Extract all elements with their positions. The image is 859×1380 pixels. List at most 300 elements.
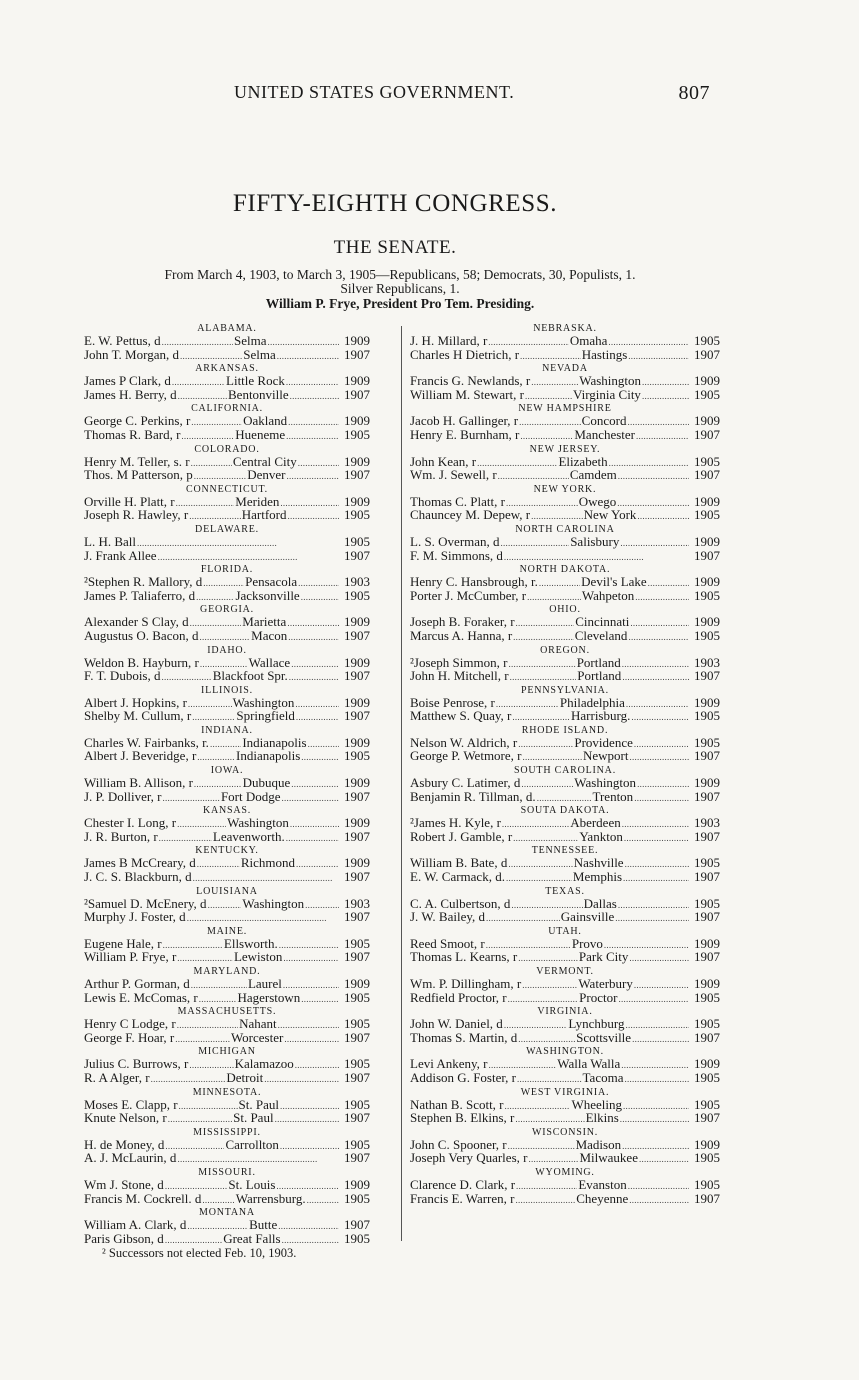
senator-entry xyxy=(84,938,370,952)
leader-dots xyxy=(280,1139,339,1153)
leader-dots xyxy=(199,630,250,644)
senator-name: George P. Wetmore, r xyxy=(410,750,522,764)
senator-name: Reed Smoot, r xyxy=(410,937,485,951)
leader-dots xyxy=(623,871,689,885)
senator-residence: Waterbury xyxy=(578,978,633,991)
senator-entry xyxy=(84,1139,370,1153)
leader-dots xyxy=(290,817,339,831)
term-expires-year: 1909 xyxy=(344,978,370,991)
leader-dots xyxy=(505,1099,571,1113)
leader-dots xyxy=(194,469,247,483)
leader-dots xyxy=(301,992,339,1006)
senator-residence: Oakland xyxy=(243,415,288,429)
senator-residence: Elizabeth xyxy=(558,455,608,469)
senator-name: ²Joseph Simmon, r xyxy=(410,656,508,670)
state-heading: KENTUCKY. xyxy=(195,845,259,857)
term-expires-year: 1905 xyxy=(344,1192,370,1206)
column-divider xyxy=(401,326,402,1241)
senator-residence: Tacoma xyxy=(582,1071,624,1085)
senator-residence: Cleveland xyxy=(574,629,628,643)
leader-dots xyxy=(639,1152,689,1166)
state-heading: OREGON. xyxy=(540,644,590,656)
state-heading: NEW HAMPSHIRE xyxy=(518,403,612,415)
leader-dots xyxy=(280,1099,339,1113)
senator-residence: Washington xyxy=(574,777,637,791)
term-expires-year: 1909 xyxy=(694,616,720,630)
senator-name: C. A. Culbertson, d xyxy=(410,897,511,911)
term-expires-year: 1907 xyxy=(344,871,370,885)
leader-dots xyxy=(279,938,339,952)
term-expires-year: 1905 xyxy=(344,1098,370,1112)
leader-dots xyxy=(162,670,212,684)
term-expires-year: 1905 xyxy=(693,388,720,402)
senator-name: George F. Hoar, r xyxy=(84,1031,175,1045)
leader-dots xyxy=(521,777,573,791)
leader-dots xyxy=(508,657,575,671)
senator-name: Albert J. Hopkins, r xyxy=(84,696,187,710)
senator-name: Thos. M Patterson, p xyxy=(84,469,193,483)
leader-dots xyxy=(508,992,579,1006)
senator-name: Eugene Hale, r xyxy=(84,937,162,951)
leader-dots xyxy=(288,630,339,644)
leader-dots xyxy=(193,871,339,885)
senator-entry xyxy=(84,429,370,443)
term-expires-year: 1905 xyxy=(693,335,720,348)
senator-residence: Detroit xyxy=(226,1071,264,1085)
senator-entry xyxy=(410,590,720,604)
senator-entry xyxy=(84,389,370,403)
leader-dots xyxy=(197,750,235,764)
senator-entry xyxy=(410,777,720,791)
senator-entry xyxy=(84,951,370,965)
leader-dots xyxy=(620,536,689,550)
leader-dots xyxy=(486,911,560,925)
state-heading: IDAHO. xyxy=(207,644,247,656)
senator-residence: Blackfoot Spr. xyxy=(212,670,288,684)
leader-dots xyxy=(275,1112,339,1126)
term-expires-year: 1907 xyxy=(343,830,370,844)
term-expires-year: 1905 xyxy=(694,857,720,871)
senator-name: Jacob H. Gallinger, r xyxy=(410,415,519,429)
senator-entry xyxy=(84,1072,370,1086)
state-heading: MASSACHUSETTS. xyxy=(177,1006,277,1018)
term-expires-year: 1905 xyxy=(694,1018,720,1032)
term-expires-year: 1907 xyxy=(693,670,720,684)
senator-entry xyxy=(84,992,370,1006)
leader-dots xyxy=(622,670,689,684)
senator-entry xyxy=(84,1058,370,1072)
leader-dots xyxy=(286,375,339,389)
senator-name: William P. Frye, r xyxy=(84,951,177,965)
senator-entry xyxy=(84,1233,370,1247)
senator-entry xyxy=(84,777,370,791)
term-expires-year: 1907 xyxy=(693,951,720,965)
senator-residence: Washington xyxy=(242,897,305,911)
leader-dots xyxy=(637,509,689,523)
state-heading: NORTH DAKOTA. xyxy=(519,564,611,576)
senator-residence: Camdem xyxy=(569,469,617,483)
senator-residence: Wallace xyxy=(248,656,291,670)
senator-residence: Warrensburg. xyxy=(235,1192,306,1206)
leader-dots xyxy=(618,898,689,912)
senator-name: Wm J. Stone, d xyxy=(84,1178,164,1192)
term-expires-year: 1905 xyxy=(344,589,370,603)
term-expires-year: 1907 xyxy=(343,670,370,684)
state-heading: ARKANSAS. xyxy=(195,363,259,375)
term-expires-year: 1909 xyxy=(694,777,720,791)
senator-entry xyxy=(410,1193,720,1207)
term-expires-year: 1909 xyxy=(343,817,370,831)
senator-entry xyxy=(84,657,370,671)
term-expires-year: 1909 xyxy=(344,857,370,871)
state-heading: ALABAMA. xyxy=(197,323,257,334)
senator-name: R. A Alger, r xyxy=(84,1071,150,1085)
term-expires-year: 1905 xyxy=(344,428,370,442)
senator-entry xyxy=(410,1018,720,1032)
senator-name: John Kean, r xyxy=(410,455,477,469)
leader-dots xyxy=(165,1233,222,1247)
congress-title: FIFTY-EIGHTH CONGRESS. xyxy=(232,190,558,217)
senator-entry xyxy=(410,335,720,349)
senator-residence: Scottsville xyxy=(576,1031,632,1045)
state-heading: WASHINGTON. xyxy=(526,1046,604,1058)
state-heading: ILLINOIS. xyxy=(201,684,253,696)
term-expires-year: 1907 xyxy=(343,790,370,804)
senator-name: J. P. Dolliver, r xyxy=(84,790,162,804)
leader-dots xyxy=(527,590,581,604)
state-heading: NEBRASKA. xyxy=(533,323,597,334)
leader-dots xyxy=(488,335,569,349)
leader-dots xyxy=(176,496,235,510)
senator-name: E. W. Pettus, d xyxy=(84,335,161,348)
senator-name: F. T. Dubois, d xyxy=(84,670,161,684)
term-expires-year: 1905 xyxy=(693,1152,720,1166)
leader-dots xyxy=(158,550,339,564)
senator-name: Charles W. Fairbanks, r. xyxy=(84,736,209,750)
senator-name: Thomas S. Martin, d xyxy=(410,1031,518,1045)
senator-entry xyxy=(410,550,720,564)
senator-residence: Indianapolis xyxy=(242,736,307,750)
leader-dots xyxy=(625,857,689,871)
leader-dots xyxy=(179,1099,238,1113)
leader-dots xyxy=(513,831,578,845)
senator-name: Lewis E. McComas, r xyxy=(84,991,198,1005)
leader-dots xyxy=(288,509,340,523)
senator-entry xyxy=(84,871,370,885)
leader-dots xyxy=(624,831,689,845)
senator-name: Nelson W. Aldrich, r xyxy=(410,736,518,750)
presiding-line: William P. Frye, President Pro Tem. Presiding. xyxy=(265,296,535,311)
state-heading: COLORADO. xyxy=(194,443,260,455)
leader-dots xyxy=(208,898,242,912)
leader-dots xyxy=(625,1018,689,1032)
term-expires-year: 1905 xyxy=(344,535,370,549)
senator-entry xyxy=(410,616,720,630)
senator-name: Weldon B. Hayburn, r xyxy=(84,656,199,670)
senator-residence: Philadelphia xyxy=(559,696,625,710)
leader-dots xyxy=(522,750,582,764)
senator-entry xyxy=(84,415,370,429)
leader-dots xyxy=(628,1179,689,1193)
senator-entry xyxy=(84,1219,370,1233)
term-expires-year: 1907 xyxy=(343,951,370,965)
leader-dots xyxy=(519,415,581,429)
senator-entry xyxy=(84,576,370,590)
leader-dots xyxy=(525,389,572,403)
leader-dots xyxy=(287,616,339,630)
senator-entry xyxy=(410,951,720,965)
leader-dots xyxy=(199,992,237,1006)
senator-entry xyxy=(410,1179,720,1193)
term-expires-year: 1909 xyxy=(343,375,370,389)
senator-entry xyxy=(410,389,720,403)
senator-entry xyxy=(84,978,370,992)
senator-entry xyxy=(410,456,720,470)
leader-dots xyxy=(203,576,244,590)
senator-residence: Little Rock xyxy=(226,375,285,389)
senator-entry xyxy=(410,469,720,483)
senator-name: Porter J. McCumber, r xyxy=(410,589,527,603)
senator-residence: Washington xyxy=(227,817,289,831)
senator-residence: Leavenworth. xyxy=(212,830,285,844)
senator-entry xyxy=(84,496,370,510)
senator-name: Wm. P. Dillingham, r xyxy=(410,978,522,991)
senator-entry xyxy=(84,710,370,724)
leader-dots xyxy=(289,670,339,684)
senator-entry xyxy=(410,1072,720,1086)
state-heading: NEW JERSEY. xyxy=(529,443,601,455)
senator-name: William M. Stewart, r xyxy=(410,388,524,402)
leader-dots xyxy=(623,1099,689,1113)
leader-dots xyxy=(626,697,689,711)
senator-entry xyxy=(410,509,720,523)
senator-entry xyxy=(410,429,720,443)
senator-name: Albert J. Beveridge, r xyxy=(84,750,197,764)
senator-name: John W. Daniel, d xyxy=(410,1018,503,1032)
leader-dots xyxy=(291,657,339,671)
leader-dots xyxy=(278,1018,339,1032)
leader-dots xyxy=(513,630,574,644)
senator-residence: Madison xyxy=(575,1138,622,1152)
leader-dots xyxy=(515,1193,575,1207)
senator-entry xyxy=(410,831,720,845)
senator-residence: Wahpeton xyxy=(581,589,635,603)
senator-entry xyxy=(410,992,720,1006)
state-heading: RHODE ISLAND. xyxy=(521,724,609,736)
term-expires-year: 1905 xyxy=(693,736,720,750)
senator-name: William B. Allison, r xyxy=(84,777,193,791)
senator-residence: Manchester xyxy=(574,428,636,442)
term-expires-year: 1907 xyxy=(344,1152,370,1166)
term-expires-year: 1905 xyxy=(694,991,720,1005)
senator-residence: Trenton xyxy=(592,790,634,804)
leader-dots xyxy=(634,791,689,805)
leader-dots xyxy=(181,429,234,443)
senator-residence: Hagerstown xyxy=(237,991,301,1005)
leader-dots xyxy=(624,1072,689,1086)
term-expires-year: 1905 xyxy=(343,750,370,764)
term-expires-year: 1907 xyxy=(694,469,720,483)
term-expires-year: 1909 xyxy=(694,576,720,590)
term-expires-year: 1903 xyxy=(343,576,370,590)
leader-dots xyxy=(175,1032,230,1046)
term-expires-year: 1909 xyxy=(694,937,720,951)
senator-name: James P. Taliaferro, d xyxy=(84,589,196,603)
leader-dots xyxy=(634,978,689,992)
senator-residence: Fort Dodge xyxy=(220,790,281,804)
senator-residence: Harrisburg. xyxy=(571,710,631,724)
leader-dots xyxy=(190,616,242,630)
term-expires-year: 1905 xyxy=(693,629,720,643)
senator-residence: St. Louis xyxy=(228,1178,276,1192)
term-expires-year: 1905 xyxy=(693,1071,720,1085)
senator-entry xyxy=(84,349,370,363)
state-heading: OHIO. xyxy=(549,604,581,616)
leader-dots xyxy=(189,1058,233,1072)
senator-entry xyxy=(410,1152,720,1166)
right-column xyxy=(410,322,720,1206)
leader-dots xyxy=(165,1139,224,1153)
leader-dots xyxy=(191,978,247,992)
term-expires-year: 1907 xyxy=(694,871,720,885)
leader-dots xyxy=(642,375,689,389)
leader-dots xyxy=(187,911,339,925)
leader-dots xyxy=(301,750,339,764)
term-expires-year: 1905 xyxy=(694,897,720,911)
senator-residence: Jacksonville xyxy=(235,589,300,603)
term-expires-year: 1903 xyxy=(694,656,720,670)
state-heading: MISSOURI. xyxy=(198,1166,256,1178)
leader-dots xyxy=(501,536,570,550)
senator-residence: Selma xyxy=(234,335,267,348)
senator-entry xyxy=(410,1032,720,1046)
term-expires-year: 1909 xyxy=(693,415,720,429)
term-expires-year: 1907 xyxy=(693,790,720,804)
senator-name: Henry C. Hansbrough, r. xyxy=(410,576,538,590)
senator-name: ²Stephen R. Mallory, d xyxy=(84,576,203,590)
senator-name: E. W. Carmack, d. xyxy=(410,871,505,885)
term-expires-year: 1905 xyxy=(344,1138,370,1152)
senator-entry xyxy=(410,1058,720,1072)
state-heading: NEW YORK. xyxy=(533,483,597,495)
senator-residence: Park City xyxy=(578,951,629,965)
state-heading: IOWA. xyxy=(210,765,244,777)
senator-entry xyxy=(84,911,370,925)
term-expires-year: 1909 xyxy=(344,616,370,630)
state-heading: NORTH CAROLINA xyxy=(515,523,615,535)
senator-name: Henry C Lodge, r xyxy=(84,1018,176,1032)
senator-residence: Richmond xyxy=(240,857,295,871)
leader-dots xyxy=(621,1058,689,1072)
senator-name: Levi Ankeny, r xyxy=(410,1058,488,1072)
state-heading: DELAWARE. xyxy=(195,523,259,535)
leader-dots xyxy=(282,1233,339,1247)
senator-name: Augustus O. Bacon, d xyxy=(84,629,199,643)
state-heading: GEORGIA. xyxy=(200,604,254,616)
chamber-title: THE SENATE. xyxy=(333,237,457,258)
senator-name: Boise Penrose, r xyxy=(410,696,495,710)
senator-name: Orville H. Platt, r xyxy=(84,495,175,509)
senator-residence: Aberdeen xyxy=(570,817,621,831)
term-expires-year: 1905 xyxy=(343,937,370,951)
senator-residence: Marietta xyxy=(242,616,287,630)
senator-entry xyxy=(84,616,370,630)
senator-residence: Great Falls xyxy=(223,1232,281,1246)
senator-name: Francis M. Cockrell. d xyxy=(84,1192,202,1206)
senator-entry xyxy=(410,791,720,805)
state-heading: CONNECTICUT. xyxy=(186,483,268,495)
senator-name: Henry M. Teller, s. r xyxy=(84,455,190,469)
senator-name: L. H. Ball xyxy=(84,535,136,549)
leader-dots xyxy=(634,737,689,751)
term-expires-year: 1905 xyxy=(344,1232,370,1246)
state-heading: NEVADA xyxy=(542,363,588,375)
term-expires-year: 1909 xyxy=(343,415,370,429)
term-expires-year: 1907 xyxy=(344,1112,370,1126)
leader-dots xyxy=(137,536,339,550)
senator-name: John C. Spooner, r xyxy=(410,1138,507,1152)
senator-entry xyxy=(84,1032,370,1046)
senator-residence: Worcester xyxy=(230,1031,284,1045)
leader-dots xyxy=(308,737,339,751)
leader-dots xyxy=(188,697,232,711)
term-expires-year: 1907 xyxy=(344,911,370,925)
state-heading: MINNESOTA. xyxy=(192,1086,262,1098)
leader-dots xyxy=(622,657,689,671)
state-heading: LOUISIANA xyxy=(196,885,258,897)
senator-residence: Elkins xyxy=(585,1112,619,1126)
leader-dots xyxy=(496,697,559,711)
leader-dots xyxy=(276,1179,339,1193)
senator-entry xyxy=(84,630,370,644)
senator-name: Henry E. Burnham, r xyxy=(410,428,520,442)
term-expires-year: 1907 xyxy=(344,388,370,402)
leader-dots xyxy=(291,777,339,791)
state-heading: PENNSYLVANIA. xyxy=(521,684,609,696)
senator-name: Robert J. Gamble, r xyxy=(410,830,513,844)
term-expires-year: 1909 xyxy=(694,375,720,389)
term-expires-year: 1909 xyxy=(343,736,370,750)
leader-dots xyxy=(618,469,689,483)
senator-entry xyxy=(84,550,370,564)
leader-dots xyxy=(629,750,689,764)
senator-entry xyxy=(410,576,720,590)
term-expires-year: 1905 xyxy=(693,455,720,469)
senator-residence: Wheeling xyxy=(571,1098,623,1112)
term-expires-year: 1909 xyxy=(343,455,370,469)
senator-residence: Walla Walla xyxy=(557,1058,621,1072)
leader-dots xyxy=(298,456,339,470)
term-expires-year: 1907 xyxy=(343,629,370,643)
senator-residence: Lynchburg xyxy=(568,1018,625,1032)
senator-residence: Provo xyxy=(571,937,603,951)
leader-dots xyxy=(537,791,592,805)
senator-name: J. H. Millard, r xyxy=(410,335,488,348)
term-expires-year: 1909 xyxy=(693,495,720,509)
senator-residence: Evanston xyxy=(578,1178,627,1192)
senator-entry xyxy=(84,737,370,751)
senator-residence: Washington xyxy=(232,696,295,710)
senator-name: J. W. Bailey, d xyxy=(410,911,485,925)
senator-residence: Dallas xyxy=(583,897,617,911)
state-heading: CALIFORNIA. xyxy=(191,403,263,415)
leader-dots xyxy=(172,375,225,389)
senator-residence: Lewiston xyxy=(233,951,283,965)
leader-dots xyxy=(508,1139,575,1153)
senator-name: Asbury C. Latimer, d xyxy=(410,777,521,791)
senator-entry xyxy=(410,496,720,510)
state-heading: VERMONT. xyxy=(536,966,594,977)
